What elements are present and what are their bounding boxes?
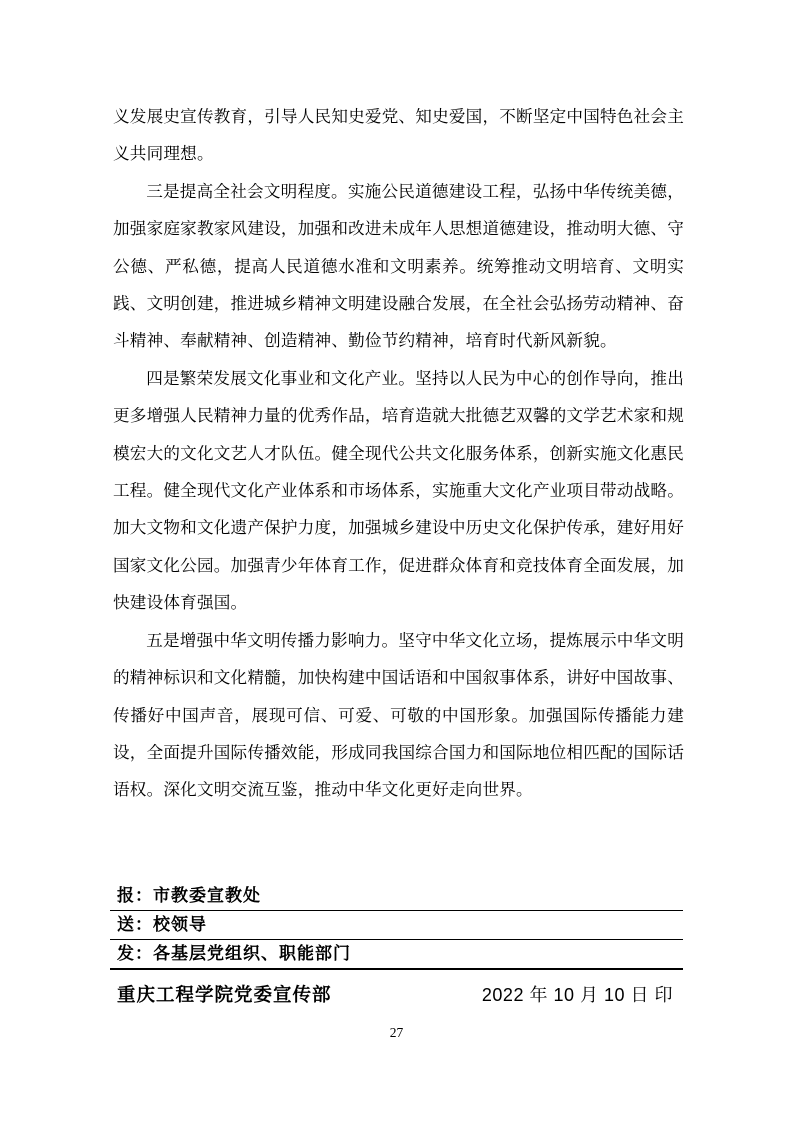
paragraph-point-five: 五是增强中华文明传播力影响力。坚守中华文化立场，提炼展示中华文明的精神标识和文化精髓，加快构建中国话语和中国叙事体系，讲好中国故事、传播好中国声音，展现可信、可爱、可敬的中国形象。加强国际传播能力建设，全面提升国际传播效能，形成同我国综合国力和国际地位相匹配的国际话语权。深化文明交流互鉴，推动中华文化更好走向世界。 <box>113 630 684 800</box>
issuer-row <box>110 981 683 1007</box>
document-body <box>113 98 684 809</box>
distribution-row-report: 报：市教委宣教处 <box>110 882 683 911</box>
distribution-row-send: 送：校领导 <box>110 911 683 940</box>
paragraph-point-three: 三是提高全社会文明程度。实施公民道德建设工程，弘扬中华传统美德，加强家庭家教家风建设，加强和改进未成年人思想道德建设，推动明大德、守公德、严私德，提高人民道德水准和文明素养。统筹推动文明培育、文明实践、文明创建，推进城乡精神文明建设融合发展，在全社会弘扬劳动精神、奋斗精神、奉献精神、创造精神、勤俭节约精神，培育时代新风新貌。 <box>113 181 684 351</box>
distribution-block <box>110 882 683 1007</box>
paragraph-point-four: 四是繁荣发展文化事业和文化产业。坚持以人民为中心的创作导向，推出更多增强人民精神力量的优秀作品，培育造就大批德艺双馨的文学艺术家和规模宏大的文化文艺人才队伍。健全现代公共文化服务体系，创新实施文化惠民工程。健全现代文化产业体系和市场体系，实施重大文化产业项目带动战略。加大文物和文化遗产保护力度，加强城乡建设中历史文化保护传承，建好用好国家文化公园。加强青少年体育工作，促进群众体育和竞技体育全面发展，加快建设体育强国。 <box>113 368 684 613</box>
issuer-name: 重庆工程学院党委宣传部 <box>117 984 332 1005</box>
paragraph-continuation: 义发展史宣传教育，引导人民知史爱党、知史爱国，不断坚定中国特色社会主义共同理想。 <box>113 107 684 164</box>
distribution-row-issue: 发：各基层党组织、职能部门 <box>110 940 683 970</box>
page-number: 27 <box>389 1025 404 1040</box>
print-date: 2022 年 10 月 10 日 印 <box>481 985 673 1005</box>
